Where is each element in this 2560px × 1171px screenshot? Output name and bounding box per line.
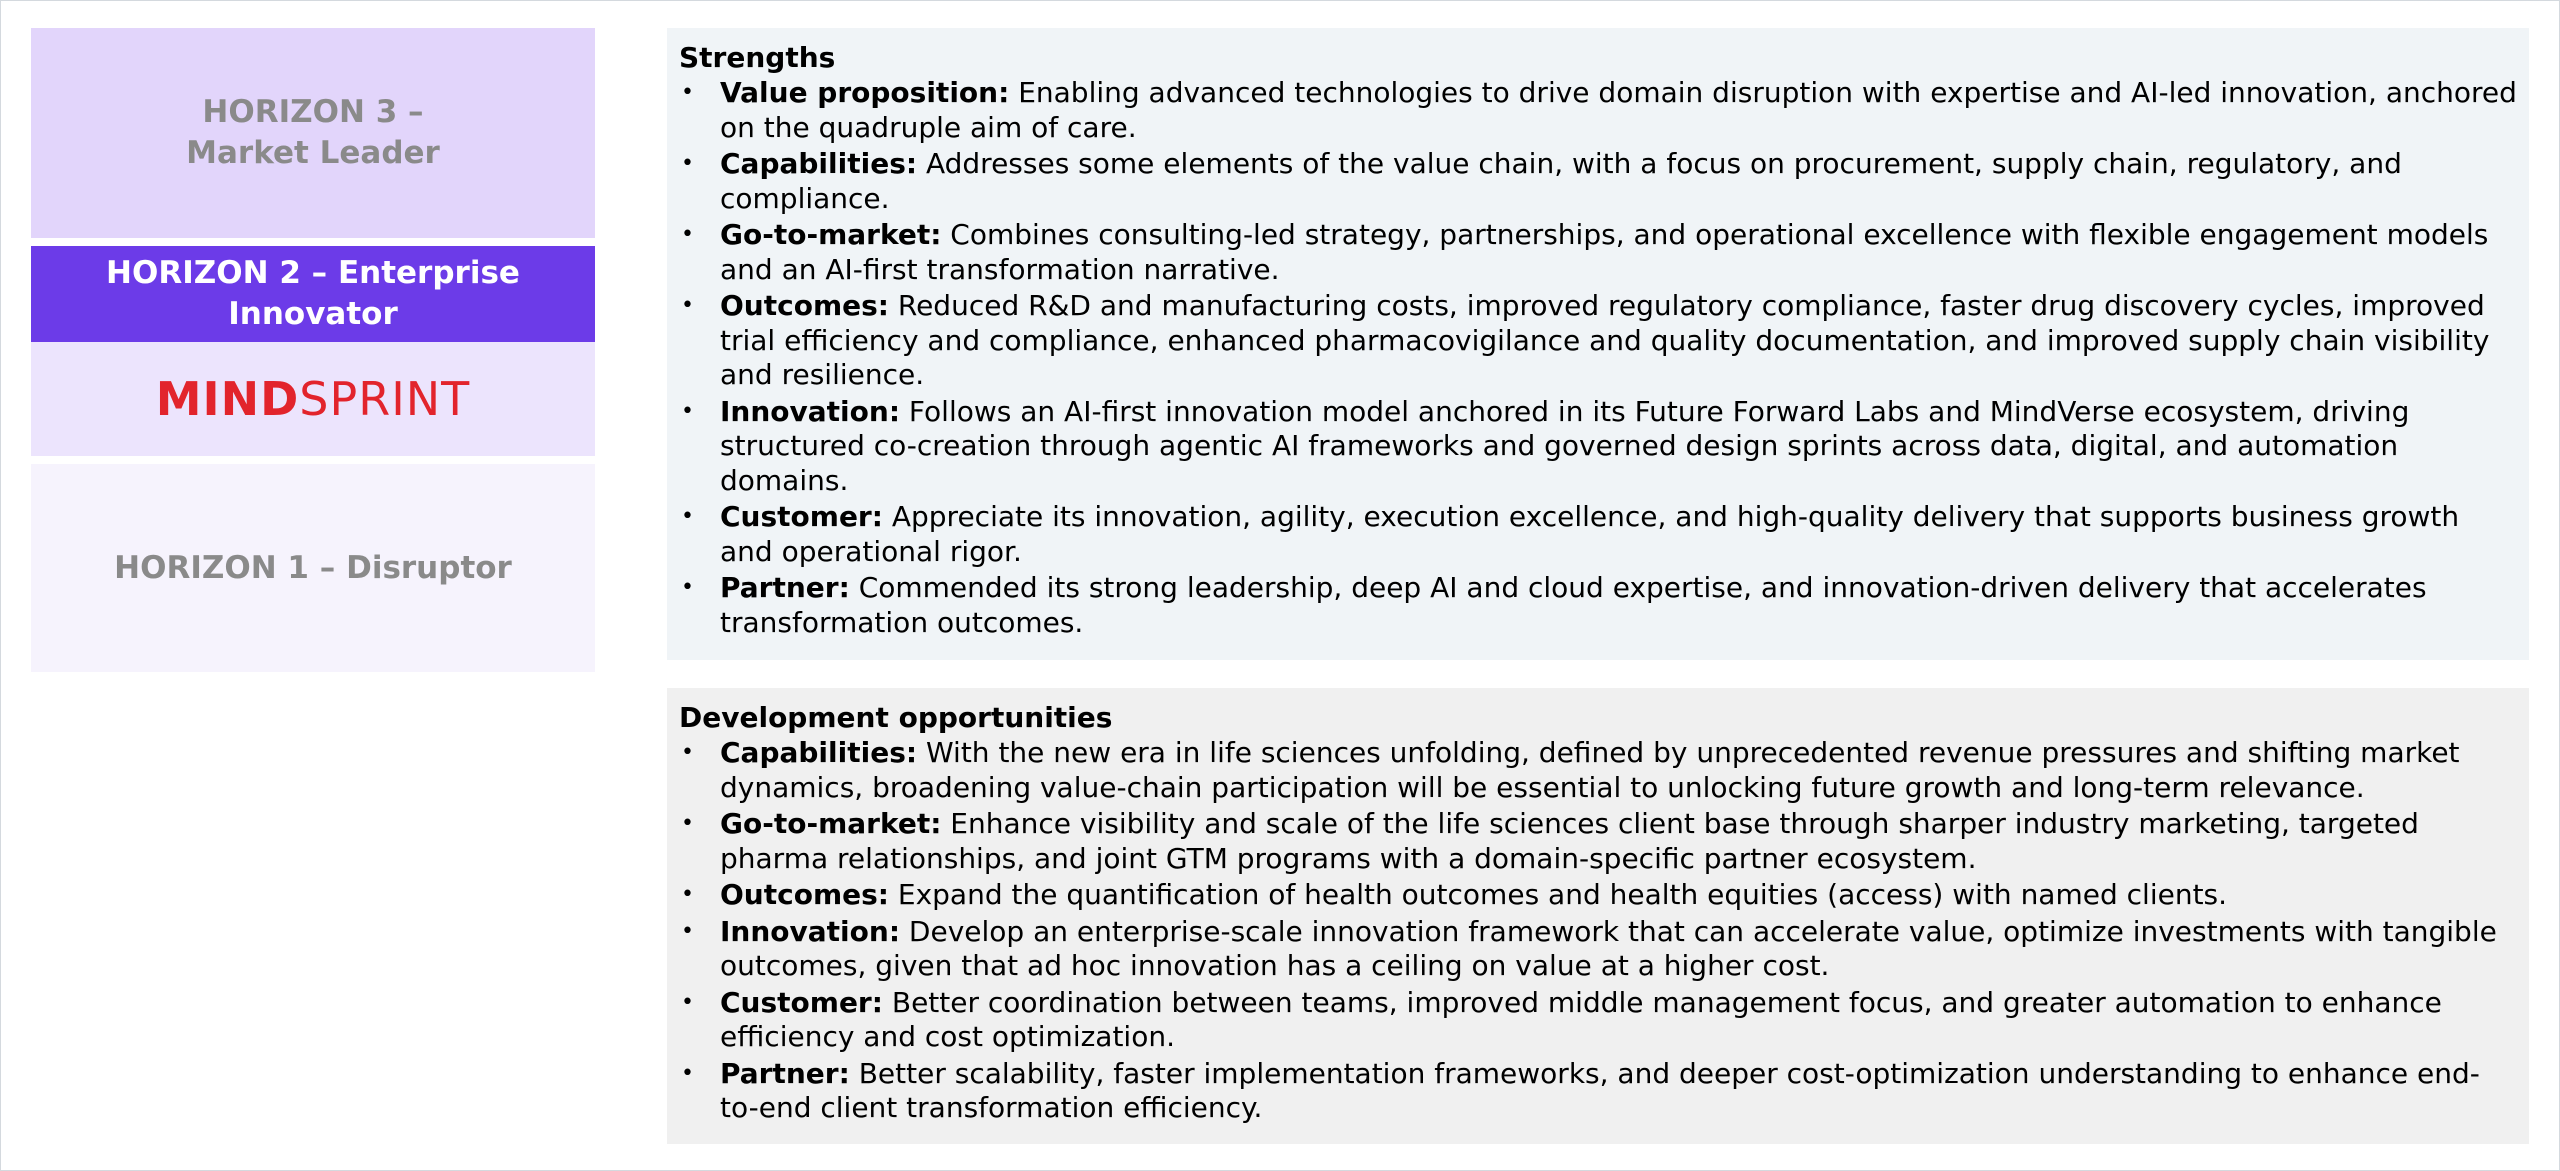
horizon-3-label: HORIZON 3 – Market Leader xyxy=(186,94,440,171)
item-label: Value proposition: xyxy=(720,76,1010,109)
item-label: Partner: xyxy=(720,1056,850,1090)
item-text: Commended its strong leadership, deep AI and cloud expertise, and innovation-driven delivery that accelerates transformation outcomes. xyxy=(720,571,2427,639)
development-panel xyxy=(667,688,2529,1144)
item-label: Capabilities: xyxy=(720,736,918,769)
item-text: Enabling advanced technologies to drive domain disruption with expertise and AI-led innovation, anchored on the quadruple aim of care. xyxy=(720,76,2517,144)
item-text: Enhance visibility and scale of the life sciences client base through sharper industry marketing, targeted pharma relationships, and joint GTM programs with a domain-specific partner ecosystem. xyxy=(720,807,2419,875)
item-text: Better coordination between teams, improved middle management focus, and greater automation to enhance efficiency and cost optimization. xyxy=(720,985,2442,1053)
bullet-icon: • xyxy=(681,504,694,529)
list-item xyxy=(679,218,2517,287)
horizon-1-label: HORIZON 1 – Disruptor xyxy=(114,549,512,586)
bullet-icon: • xyxy=(681,151,694,176)
strengths-title: Strengths xyxy=(679,41,836,74)
bullet-icon: • xyxy=(681,811,694,836)
strengths-list xyxy=(679,76,2517,640)
item-text: Combines consulting-led strategy, partnerships, and operational excellence with flexible engagement models and an AI-first transformation narrative. xyxy=(720,218,2489,286)
horizon-2-box xyxy=(31,246,595,342)
list-item xyxy=(679,395,2517,499)
list-item xyxy=(679,500,2517,569)
logo-part-mind: MIND xyxy=(155,372,300,426)
bullet-icon: • xyxy=(681,882,694,907)
item-text: Better scalability, faster implementation frameworks, and deeper cost-optimization understanding to enhance end-to-end client transformation efficiency. xyxy=(720,1056,2480,1124)
bullet-icon: • xyxy=(681,80,694,105)
item-label: Outcomes: xyxy=(720,878,889,911)
item-label: Partner: xyxy=(720,571,850,604)
item-label: Go-to-market: xyxy=(720,218,942,251)
item-label: Innovation: xyxy=(720,914,901,948)
item-text: With the new era in life sciences unfolding, defined by unprecedented revenue pressures and shifting market dynamics, broadening value-chain participation will be essential to unlocking future growth and long-term relevance. xyxy=(720,736,2460,804)
list-item xyxy=(679,1057,2517,1126)
bullet-icon: • xyxy=(681,918,694,944)
bullet-icon: • xyxy=(681,398,694,424)
item-label: Innovation: xyxy=(720,394,901,428)
list-item xyxy=(679,147,2517,216)
item-label: Outcomes: xyxy=(720,289,889,322)
bullet-icon: • xyxy=(681,740,694,765)
list-item xyxy=(679,807,2517,876)
company-logo-box xyxy=(31,342,595,456)
item-label: Go-to-market: xyxy=(720,807,942,840)
item-label: Capabilities: xyxy=(720,147,918,180)
list-item xyxy=(679,571,2517,640)
development-list xyxy=(679,736,2517,1126)
item-label: Customer: xyxy=(720,985,883,1019)
bullet-icon: • xyxy=(681,989,694,1015)
item-text: Follows an AI-first innovation model anchored in its Future Forward Labs and MindVerse ecosystem, driving structured co-creation through agentic AI frameworks and governed design sprints across data, digital, and automation domains. xyxy=(720,394,2410,497)
bullet-icon: • xyxy=(681,293,694,318)
list-item xyxy=(679,289,2517,393)
horizon-1-box xyxy=(31,464,595,672)
item-text: Addresses some elements of the value chain, with a focus on procurement, supply chain, regulatory, and compliance. xyxy=(720,147,2402,215)
list-item xyxy=(679,736,2517,805)
development-title: Development opportunities xyxy=(679,701,1113,734)
bullet-icon: • xyxy=(681,575,694,600)
item-text: Appreciate its innovation, agility, execution excellence, and high-quality delivery that supports business growth and operational rigor. xyxy=(720,500,2460,568)
strengths-panel xyxy=(667,28,2529,660)
item-text: Expand the quantification of health outcomes and health equities (access) with named clients. xyxy=(888,878,2228,911)
list-item xyxy=(679,76,2517,145)
item-text: Develop an enterprise-scale innovation framework that can accelerate value, optimize investments with tangible outcomes, given that ad hoc innovation has a ceiling on value at a higher cost. xyxy=(720,914,2497,982)
horizon-2-label: HORIZON 2 – Enterprise Innovator xyxy=(106,255,520,332)
item-text: Reduced R&D and manufacturing costs, improved regulatory compliance, faster drug discovery cycles, improved trial efficiency and compliance, enhanced pharmacovigilance and quality documentation, and improved supply chain visibility and resilience. xyxy=(720,289,2490,391)
bullet-icon: • xyxy=(681,222,694,247)
logo-part-sprint: SPRINT xyxy=(299,372,471,426)
item-label: Customer: xyxy=(720,500,883,533)
list-item xyxy=(679,915,2517,984)
list-item xyxy=(679,878,2517,913)
list-item xyxy=(679,986,2517,1055)
horizon-3-box xyxy=(31,28,595,238)
bullet-icon: • xyxy=(681,1060,694,1086)
mindsprint-logo xyxy=(156,372,471,426)
